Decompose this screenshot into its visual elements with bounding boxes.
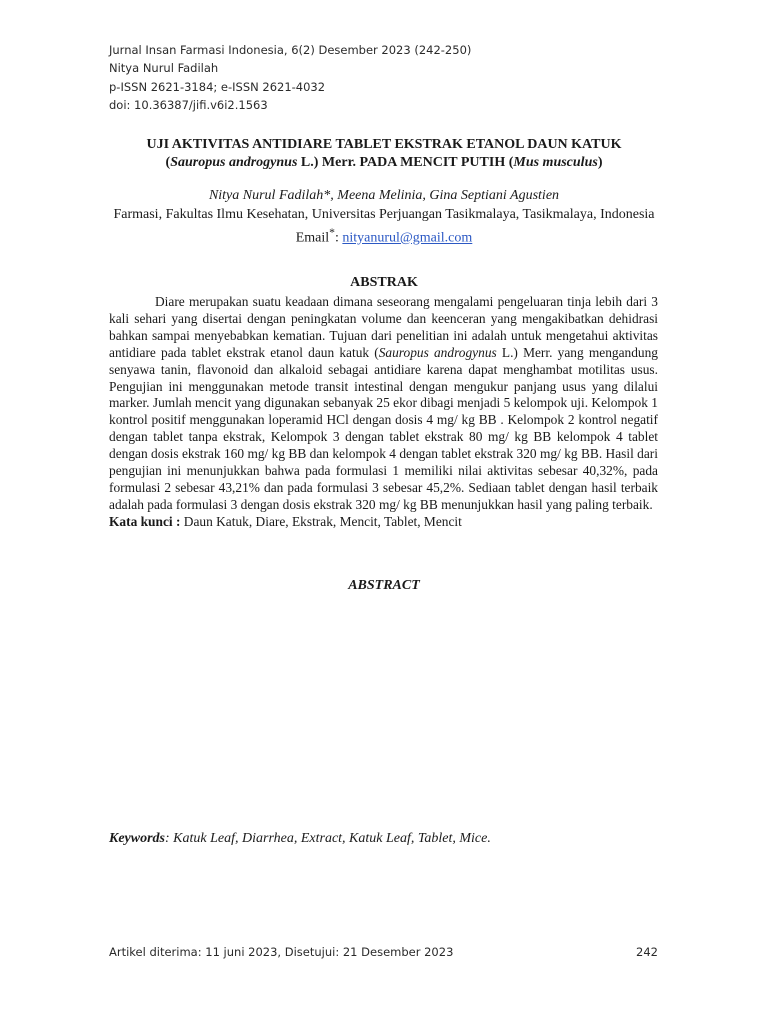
title-line-2: (Sauropus androgynus L.) Merr. PADA MENCIT PUTIH (Mus musculus)	[165, 155, 603, 170]
affiliation: Farmasi, Fakultas Ilmu Kesehatan, Universitas Perjuangan Tasikmalaya, Tasikmalaya, Indonesia	[113, 206, 655, 222]
title-line-1: UJI AKTIVITAS ANTIDIARE TABLET EKSTRAK ETANOL DAUN KATUK	[146, 137, 622, 152]
email-label: Email	[295, 230, 330, 246]
page-footer	[109, 945, 658, 959]
abstrak-species: Sauropus androgynus	[378, 344, 497, 360]
email-link[interactable]: nityanurul@gmail.com	[342, 230, 473, 246]
title-species-2: Mus musculus	[513, 155, 598, 170]
abstrak-paragraph: Diare merupakan suatu keadaan dimana seseorang mengalami pengeluaran tinja lebih dari 3 kali sehari yang disertai dengan peningkatan volume dan keenceran yang mengakibatkan dehidrasi bahkan sampai menyebabkan kematian. Tujuan dari penelitian ini adalah untuk mengetahui aktivitas antidiare pada tablet ekstrak etanol daun katuk (Sauropus androgynus L.) Merr. yang mengandung senyawa tanin, flavonoid dan alkaloid sebagai antidiare karena dapat menghambat motilitas usus. Pengujian ini menggunakan metode transit intestinal dengan mengukur panjang usus yang dilalui marker. Jumlah mencit yang digunakan sebanyak 25 ekor dibagi menjadi 5 kelompok uji. Kelompok 1 kontrol positif menggunakan loperamid HCl dengan dosis 4 mg/ kg BB . Kelompok 2 kontrol negatif dengan tablet tanpa ekstrak, Kelompok 3 dengan tablet ekstrak 80 mg/ kg BB kelompok 4 tablet dengan dosis ekstrak 160 mg/ kg BB dan kelompok 4 dengan tablet ekstrak 320 mg/ kg BB. Hasil dari pengujian ini menunjukkan bahwa pada formulasi 1 memiliki nilai aktivitas sebesar 40,32%, pada formulasi 2 sebesar 43,21% dan pada formulasi 3 sebesar 45,2%. Sediaan tablet dengan hasil terbaik adalah pada formulasi 3 dengan dosis ekstrak 320 mg/ kg BB menunjukkan hasil yang paling terbaik.	[109, 294, 658, 512]
email-line: Email*: nityanurul@gmail.com	[295, 226, 473, 246]
abstract-heading: ABSTRACT	[348, 578, 420, 593]
received-date: Artikel diterima: 11 juni 2023, Disetujui: 21 Desember 2023	[109, 945, 454, 959]
keywords-value: : Katuk Leaf, Diarrhea, Extract, Katuk Leaf, Tablet, Mice.	[165, 831, 491, 846]
doi-line: doi: 10.36387/jifi.v6i2.1563	[109, 97, 268, 112]
issn-line: p-ISSN 2621-3184; e-ISSN 2621-4032	[109, 79, 326, 94]
email-asterisk: *	[329, 226, 335, 239]
running-author: Nitya Nurul Fadilah	[109, 61, 219, 76]
title-species: Sauropus androgynus	[170, 155, 298, 170]
kata-kunci-label: Kata kunci :	[109, 513, 181, 529]
keywords-line	[109, 831, 491, 847]
paper-title	[109, 136, 659, 172]
author-names: Nitya Nurul Fadilah*, Meena Melinia, Gina Septiani Agustien	[208, 188, 560, 203]
abstrak-body	[109, 294, 658, 531]
keywords-label: Keywords	[109, 831, 165, 846]
kata-kunci-value: Daun Katuk, Diare, Ekstrak, Mencit, Tablet, Mencit	[180, 513, 462, 529]
abstrak-heading: ABSTRAK	[350, 275, 418, 290]
page-number: 242	[636, 945, 658, 959]
kata-kunci	[109, 514, 658, 531]
journal-header	[109, 41, 471, 114]
author-block	[109, 187, 659, 248]
journal-citation: Jurnal Insan Farmasi Indonesia, 6(2) Desember 2023 (242-250)	[109, 43, 472, 57]
